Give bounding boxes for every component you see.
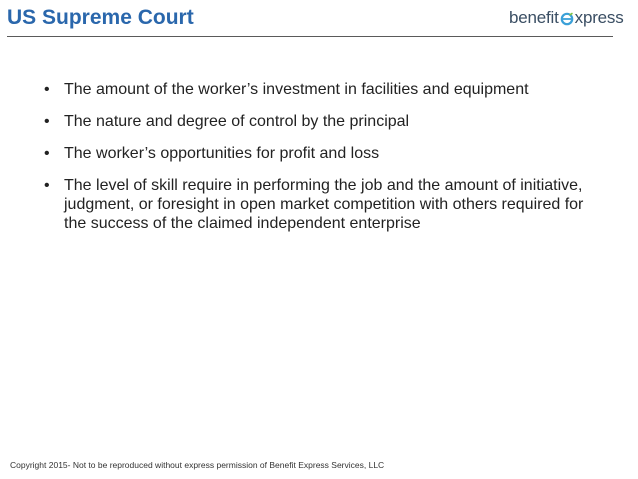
bullet-item (44, 176, 604, 233)
bullet-icon: • (44, 177, 50, 194)
bullet-item (44, 112, 604, 131)
bullet-item (44, 144, 604, 163)
title-divider (7, 36, 613, 37)
logo-swirl-icon (560, 12, 574, 26)
logo-text-xpress: xpress (574, 8, 624, 27)
copyright-footer: Copyright 2015- Not to be reproduced without express permission of Benefit Express Services, LLC (10, 460, 385, 470)
logo-text-benefit: benefit (509, 8, 559, 27)
bullet-icon: • (44, 113, 50, 130)
bullet-icon: • (44, 81, 50, 98)
benefit-express-logo (509, 5, 624, 31)
bullet-list (44, 80, 604, 246)
bullet-text: The nature and degree of control by the principal (64, 113, 410, 130)
bullet-text: The amount of the worker’s investment in facilities and equipment (64, 81, 529, 98)
bullet-text: The worker’s opportunities for profit and loss (64, 145, 380, 162)
bullet-text: The level of skill require in performing the job and the amount of initiative, judgment, or foresight in open market competition with others required for the success of the claimed independent enterprise (64, 177, 584, 232)
bullet-item (44, 80, 604, 99)
slide-title: US Supreme Court (7, 6, 194, 29)
bullet-icon: • (44, 145, 50, 162)
